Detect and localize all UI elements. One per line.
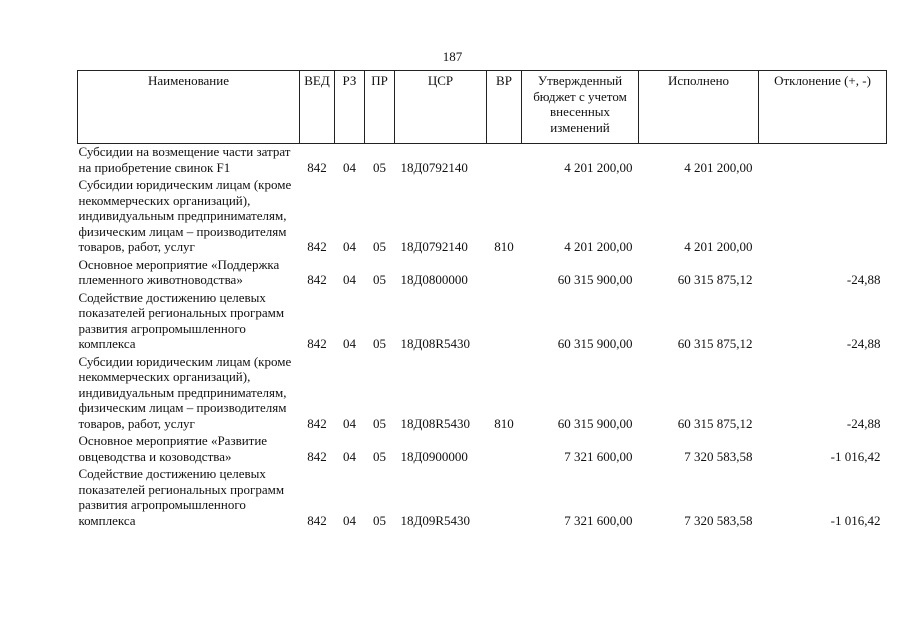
row-rz: 04 xyxy=(343,336,356,351)
table-row xyxy=(78,257,887,290)
row-done: 4 201 200,00 xyxy=(684,239,753,254)
row-pr: 05 xyxy=(373,239,386,254)
table-row xyxy=(78,433,887,466)
header-rz: РЗ xyxy=(335,71,365,144)
row-budget: 4 201 200,00 xyxy=(564,159,633,175)
row-deviation: -24,88 xyxy=(846,415,881,431)
page-number: 187 xyxy=(442,49,463,64)
row-ved: 842 xyxy=(307,512,327,528)
row-pr: 05 xyxy=(373,448,386,464)
table-header-row xyxy=(78,71,887,144)
row-rz: 04 xyxy=(343,239,356,254)
table-row xyxy=(78,144,887,178)
row-name: Субсидии юридическим лицам (кроме некоммерческих организаций), индивидуальным предпринимателям, физическим лицам – производителям товаров, работ, услуг xyxy=(78,353,292,431)
row-pr: 05 xyxy=(373,512,386,528)
budget-table xyxy=(77,70,887,530)
header-deviation: Отклонение (+, -) xyxy=(759,71,887,144)
row-name: Основное мероприятие «Развитие овцеводства и козоводства» xyxy=(78,433,268,464)
row-pr: 05 xyxy=(373,336,386,351)
row-ved: 842 xyxy=(307,239,327,254)
row-ved: 842 xyxy=(307,336,327,351)
row-name: Содействие достижению целевых показателей региональных программ развития агропромышленного комплекса xyxy=(78,289,285,351)
row-deviation: -24,88 xyxy=(846,336,881,351)
row-csr: 18Д08R5430 xyxy=(400,336,471,351)
row-csr: 18Д0800000 xyxy=(400,272,468,287)
table-row xyxy=(78,354,887,434)
row-budget: 60 315 900,00 xyxy=(557,272,633,287)
row-rz: 04 xyxy=(343,415,356,431)
row-pr: 05 xyxy=(373,415,386,431)
row-done: 4 201 200,00 xyxy=(684,159,753,175)
row-csr: 18Д0792140 xyxy=(400,159,468,175)
row-name: Субсидии юридическим лицам (кроме некоммерческих организаций), индивидуальным предпринимателям, физическим лицам – производителям товаров, работ, услуг xyxy=(78,177,292,254)
row-ved: 842 xyxy=(307,448,327,464)
row-rz: 04 xyxy=(343,159,356,175)
table-row xyxy=(78,290,887,354)
header-ved: ВЕД xyxy=(300,71,335,144)
row-budget: 60 315 900,00 xyxy=(557,336,633,351)
row-vr xyxy=(487,290,522,354)
header-pr: ПР xyxy=(365,71,395,144)
header-budget: Утвержденный бюджет с учетом внесенных изменений xyxy=(522,71,639,144)
row-vr xyxy=(487,144,522,178)
row-csr: 18Д09R5430 xyxy=(400,512,471,528)
row-done: 60 315 875,12 xyxy=(677,415,753,431)
row-budget: 4 201 200,00 xyxy=(564,239,633,254)
row-deviation: -1 016,42 xyxy=(830,512,881,528)
row-csr: 18Д08R5430 xyxy=(400,415,471,431)
row-ved: 842 xyxy=(307,272,327,287)
row-budget: 7 321 600,00 xyxy=(564,448,633,464)
row-vr: 810 xyxy=(494,415,514,431)
row-csr: 18Д0792140 xyxy=(400,239,468,254)
row-done: 7 320 583,58 xyxy=(684,512,753,528)
row-ved: 842 xyxy=(307,415,327,431)
row-vr xyxy=(487,257,522,290)
row-rz: 04 xyxy=(343,448,356,464)
row-rz: 04 xyxy=(343,272,356,287)
row-done: 60 315 875,12 xyxy=(677,272,753,287)
header-vr: ВР xyxy=(487,71,522,144)
table-row xyxy=(78,466,887,530)
row-done: 60 315 875,12 xyxy=(677,336,753,351)
row-vr xyxy=(487,466,522,530)
header-csr: ЦСР xyxy=(395,71,487,144)
row-vr: 810 xyxy=(494,239,514,254)
row-vr xyxy=(487,433,522,466)
row-name: Содействие достижению целевых показателей региональных программ развития агропромышленного комплекса xyxy=(78,466,285,528)
row-ved: 842 xyxy=(307,159,327,175)
row-deviation: -24,88 xyxy=(846,272,881,287)
row-done: 7 320 583,58 xyxy=(684,448,753,464)
row-name: Субсидии на возмещение части затрат на приобретение свинок F1 xyxy=(78,144,291,175)
table-row xyxy=(78,177,887,257)
header-name: Наименование xyxy=(78,71,300,144)
row-pr: 05 xyxy=(373,159,386,175)
row-pr: 05 xyxy=(373,272,386,287)
row-deviation xyxy=(759,144,887,178)
row-budget: 60 315 900,00 xyxy=(557,415,633,431)
header-done: Исполнено xyxy=(639,71,759,144)
row-csr: 18Д0900000 xyxy=(400,448,468,464)
row-deviation xyxy=(759,177,887,257)
row-name: Основное мероприятие «Поддержка племенного животноводства» xyxy=(78,256,280,287)
row-rz: 04 xyxy=(343,512,356,528)
row-deviation: -1 016,42 xyxy=(830,448,881,464)
row-budget: 7 321 600,00 xyxy=(564,512,633,528)
